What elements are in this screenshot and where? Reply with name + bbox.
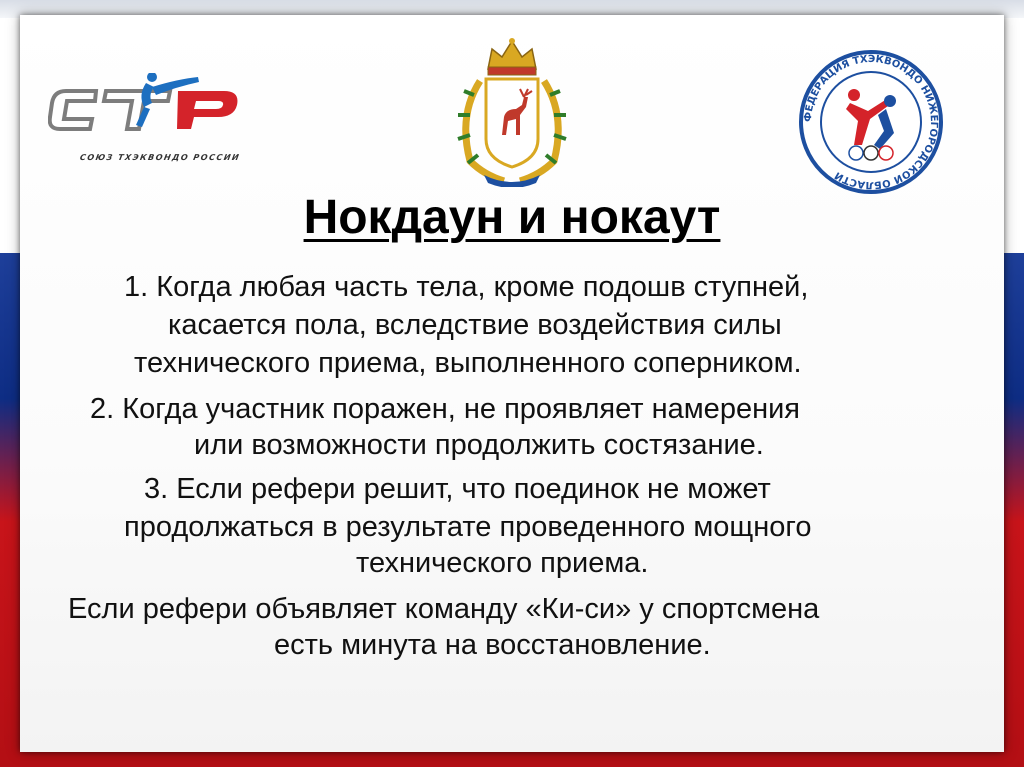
coat-of-arms-icon — [444, 35, 580, 187]
str-logo-icon — [48, 73, 298, 153]
text-line-9: Если рефери объявляет команду «Ки-си» у спортсмена — [68, 593, 820, 625]
text-line-6: 3. Если рефери решит, что поединок не может — [144, 473, 771, 505]
text-line-4: 2. Когда участник поражен, не проявляет намерения — [90, 393, 800, 425]
text-line-2: касается пола, вследствие воздействия силы — [168, 309, 782, 341]
slide-title: Нокдаун и нокаут — [303, 191, 721, 244]
text-line-3: технического приема, выполненного соперником. — [134, 347, 802, 379]
text-line-5: или возможности продолжить состязание. — [194, 429, 764, 461]
text-line-10: есть минута на восстановление. — [274, 629, 711, 661]
federation-emblem-icon — [798, 49, 944, 195]
federation-ring-text: ФЕДЕРАЦИЯ ТХЭКВОНДО НИЖЕГОРОДСКОЙ ОБЛАСТИ — [802, 53, 940, 191]
text-line-8: технического приема. — [356, 547, 649, 579]
taekwondo-union-logo — [48, 73, 298, 173]
union-caption: СОЮЗ ТХЭКВОНДО РОССИИ — [79, 153, 241, 162]
text-line-1: 1. Когда любая часть тела, кроме подошв ступней, — [124, 271, 809, 303]
text-line-7: продолжаться в результате проведенного мощного — [124, 511, 812, 543]
